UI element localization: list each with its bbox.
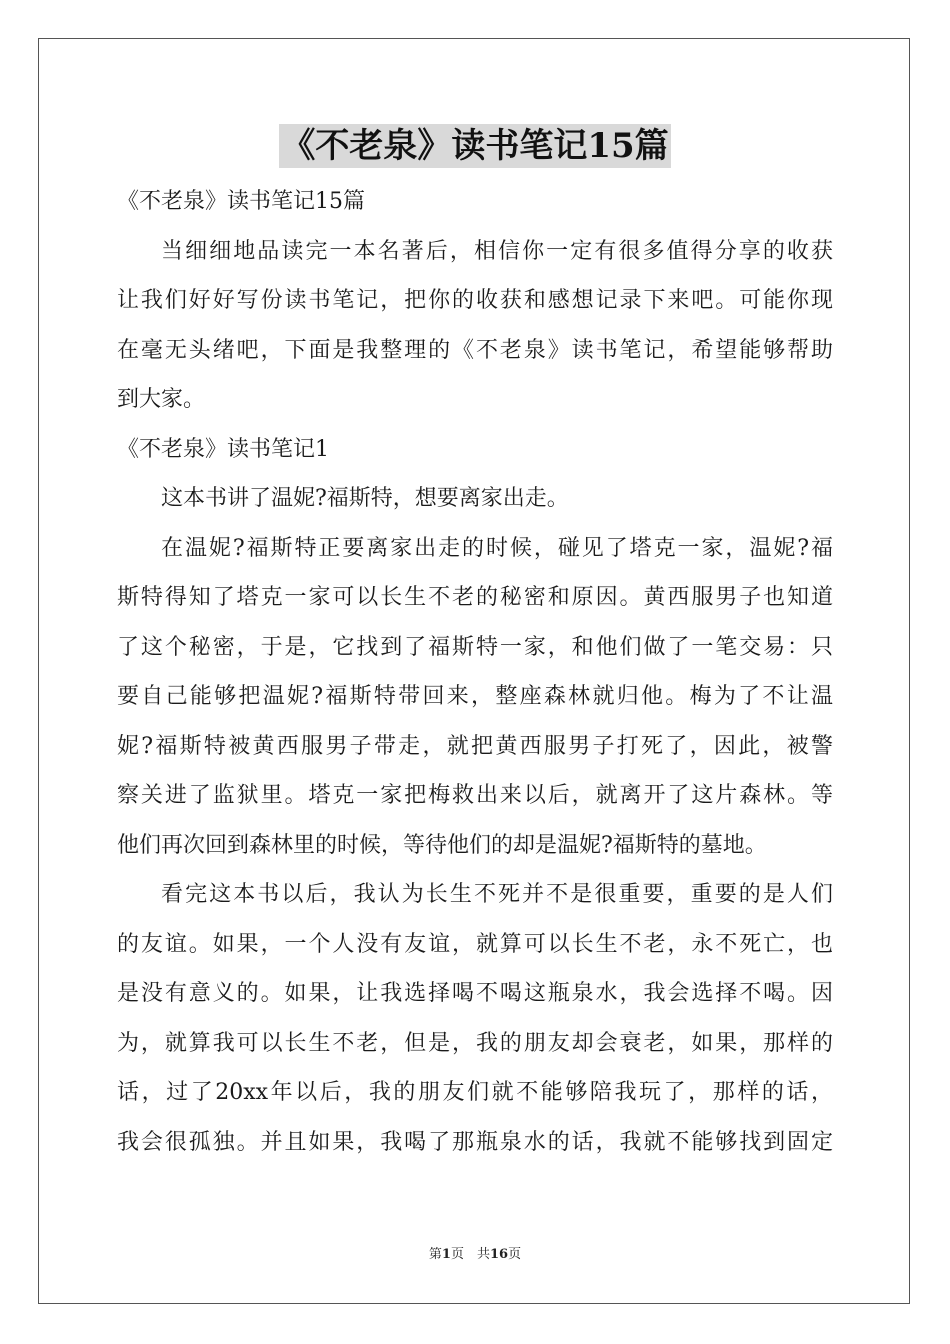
footer-total-pages: 16 [489, 1247, 509, 1262]
text-line: 话，过了20xx年以后，我的朋友们就不能够陪我玩了，那样的话， [117, 1080, 833, 1105]
text-line: 察关进了监狱里。塔克一家把梅救出来以后，就离开了这片森林。等 [117, 783, 833, 808]
text-line: 在温妮?福斯特正要离家出走的时候，碰见了塔克一家，温妮?福 [161, 535, 833, 561]
text-line: 要自己能够把温妮?福斯特带回来，整座森林就归他。梅为了不让温 [117, 684, 833, 709]
footer-middle: 页 共 [450, 1247, 490, 1262]
document-title: 《不老泉》读书笔记15篇 [281, 126, 669, 166]
footer-suffix: 页 [508, 1247, 522, 1262]
text-line: 到大家。 [117, 387, 206, 412]
document-body [117, 177, 833, 1167]
footer-page-number: 1 [441, 1247, 451, 1262]
text-line: 他们再次回到森林里的时候，等待他们的却是温妮?福斯特的墓地。 [117, 832, 767, 858]
text-line: 妮?福斯特被黄西服男子带走，就把黄西服男子打死了，因此，被警 [117, 733, 833, 759]
text-line: 为，就算我可以长生不老，但是，我的朋友却会衰老，如果，那样的 [117, 1030, 833, 1056]
text-line: 在毫无头绪吧，下面是我整理的《不老泉》读书笔记，希望能够帮助 [117, 337, 833, 363]
text-line: 让我们好好写份读书笔记，把你的收获和感想记录下来吧。可能你现 [117, 288, 833, 313]
text-line: 我会很孤独。并且如果，我喝了那瓶泉水的话，我就不能够找到固定 [117, 1129, 833, 1155]
text-line: 了这个秘密，于是，它找到了福斯特一家，和他们做了一笔交易：只 [117, 634, 833, 660]
text-line: 看完这本书以后，我认为长生不死并不是很重要，重要的是人们 [161, 882, 833, 907]
text-line: 这本书讲了温妮?福斯特，想要离家出走。 [161, 486, 569, 511]
page-footer [0, 1245, 950, 1265]
text-line: 当细细地品读完一本名著后，相信你一定有很多值得分享的收获 [161, 238, 833, 264]
text-line: 斯特得知了塔克一家可以长生不老的秘密和原因。黄西服男子也知道 [117, 585, 833, 610]
footer-prefix: 第 [428, 1247, 442, 1262]
title-container [0, 124, 950, 168]
text-line: 的友谊。如果，一个人没有友谊，就算可以长生不老，永不死亡，也 [117, 931, 833, 957]
text-line: 《不老泉》读书笔记1 [117, 436, 329, 462]
text-line: 是没有意义的。如果，让我选择喝不喝这瓶泉水，我会选择不喝。因 [117, 981, 833, 1006]
text-line: 《不老泉》读书笔记15篇 [117, 189, 365, 214]
